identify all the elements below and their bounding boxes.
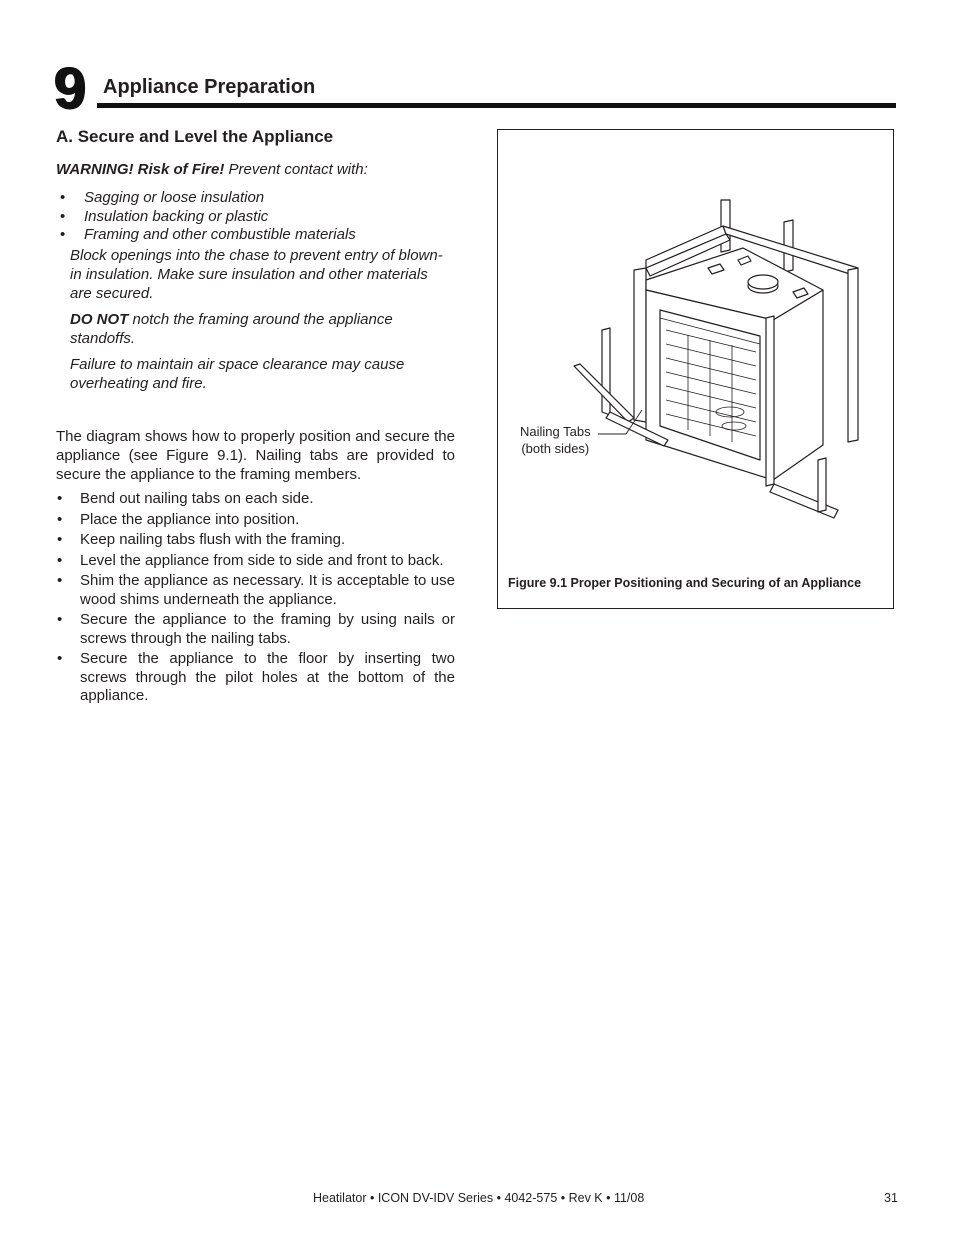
page-number: 31	[884, 1191, 898, 1205]
section-title: A. Secure and Level the Appliance	[56, 127, 334, 146]
warning-item: • Framing and other combustible materials	[58, 226, 356, 245]
step-item: • Bend out nailing tabs on each side.	[56, 490, 455, 509]
insulation-note: Block openings into the chase to prevent entry of blown-in insulation. Make sure insulation and other materials are secured.	[70, 247, 443, 303]
step-item: • Secure the appliance to the floor by inserting two screws through the pilot holes at the bottom of the appliance.	[56, 650, 455, 706]
step-item: • Secure the appliance to the framing by using nails or screws through the nailing tabs.	[56, 611, 455, 648]
nailing-tabs-callout	[520, 424, 591, 457]
warning-line	[56, 161, 368, 178]
notch-note-bold: DO NOT	[70, 311, 129, 328]
callout-line2: (both sides)	[521, 440, 590, 456]
intro-paragraph: The diagram shows how to properly position and secure the appliance (see Figure 9.1). Nailing tabs are provided to secure the appliance to the framing members.	[56, 428, 455, 483]
figure-caption: Figure 9.1 Proper Positioning and Securing of an Appliance	[508, 576, 862, 590]
warning-item: • Insulation backing or plastic	[58, 208, 356, 227]
warning-item: • Sagging or loose insulation	[58, 189, 356, 208]
chapter-rule	[97, 103, 896, 108]
notch-note	[70, 310, 450, 348]
callout-line1: Nailing Tabs	[520, 424, 591, 439]
warning-list	[58, 189, 356, 245]
footer-text: Heatilator • ICON DV-IDV Series • 4042-575 • Rev K • 11/08	[313, 1191, 645, 1205]
step-item: • Keep nailing tabs flush with the framing.	[56, 531, 455, 550]
step-item: • Place the appliance into position.	[56, 511, 455, 530]
chapter-number: 9	[54, 56, 87, 121]
step-item: • Shim the appliance as necessary. It is acceptable to use wood shims underneath the appliance.	[56, 572, 455, 609]
step-item: • Level the appliance from side to side and front to back.	[56, 552, 455, 571]
warning-text: Prevent contact with:	[224, 161, 368, 178]
chapter-title: Appliance Preparation	[103, 76, 316, 98]
clearance-note: Failure to maintain air space clearance may cause overheating and fire.	[70, 356, 405, 393]
notch-note-text: notch the framing around the appliance standoffs.	[70, 311, 393, 348]
figure-frame	[497, 129, 894, 609]
warning-label: WARNING! Risk of Fire!	[56, 161, 225, 178]
steps-list	[56, 490, 455, 708]
fireplace-framing-illustration	[498, 130, 893, 608]
